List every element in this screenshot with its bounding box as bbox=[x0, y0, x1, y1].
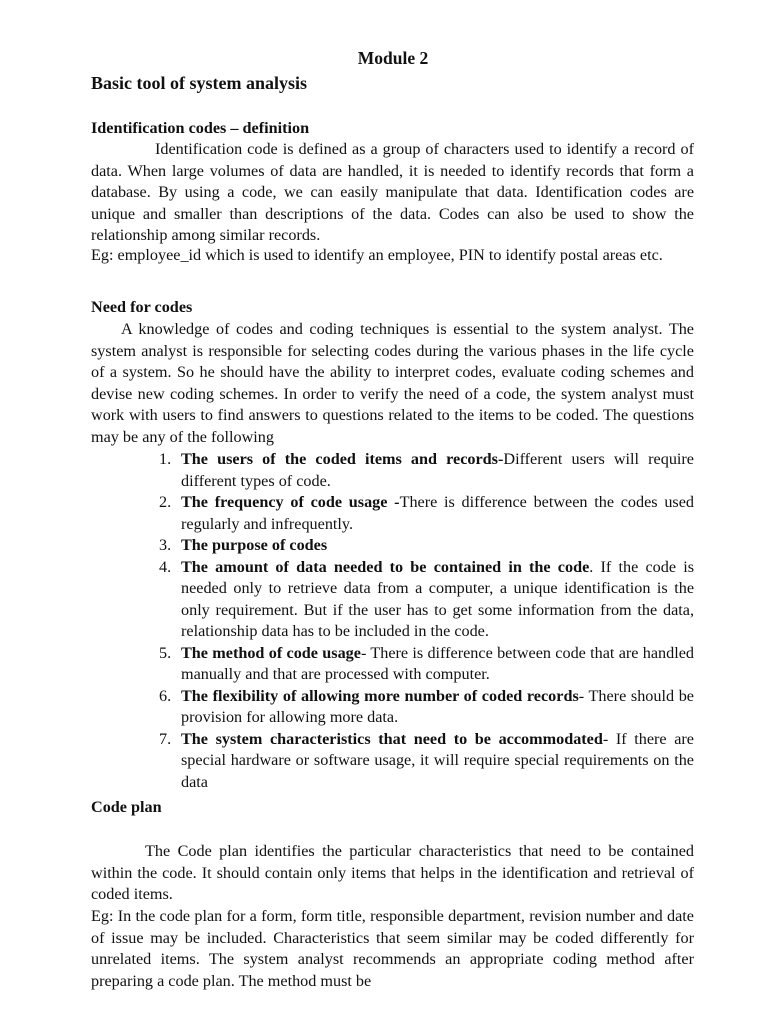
list-item bbox=[155, 449, 694, 492]
paragraph-code-plan-example: Eg: In the code plan for a form, form title, responsible department, revision number and date of issue may be included. Characteristics that seem similar may be coded differently for unrelated items. The system analyst recommends an appropriate coding method after preparing a code plan. The method must be bbox=[91, 907, 694, 990]
module-title: Module 2 bbox=[357, 48, 429, 68]
list-number: 4. bbox=[159, 557, 172, 576]
paragraph-identification-example: Eg: employee_id which is used to identify an employee, PIN to identify postal areas etc. bbox=[91, 246, 663, 264]
heading-code-plan: Code plan bbox=[91, 798, 162, 816]
heading-need-for-codes: Need for codes bbox=[91, 298, 193, 316]
list-number: 3. bbox=[159, 536, 172, 554]
paragraph-need-for-codes: A knowledge of codes and coding techniques is essential to the system analyst. The system analyst is responsible for selecting codes during the various phases in the life cycle of a system. So he should have the ability to interpret codes, evaluate coding schemes and devise new coding schemes. In order to verify the need of a code, the system analyst must work with users to find answers to questions related to the items to be coded. The questions may be any of the following bbox=[91, 320, 694, 446]
list-item-bold: The method of code usage bbox=[181, 643, 361, 662]
list-item bbox=[155, 535, 694, 557]
list-item-bold: The users of the coded items and records- bbox=[181, 450, 504, 468]
paragraph-code-plan: The Code plan identifies the particular characteristics that need to be contained within the code. It should contain only items that helps in the identification and retrieval of coded items. bbox=[91, 842, 694, 903]
list-number: 5. bbox=[159, 643, 172, 662]
list-item bbox=[155, 492, 694, 535]
list-item-bold: The purpose of codes bbox=[181, 536, 328, 554]
list-item-bold: The flexibility of allowing more number of coded records bbox=[181, 686, 579, 705]
list-number: 6. bbox=[159, 686, 172, 705]
list-number: 2. bbox=[159, 493, 172, 511]
paragraph-identification-definition: Identification code is defined as a group of characters used to identify a record of data. When large volumes of data are handled, it is needed to identify records that form a database. By using a code, we can easily manipulate that data. Identification codes are unique and smaller than descriptions of the data. Codes can also be used to show the relationship among similar records. bbox=[91, 140, 694, 244]
list-item-text: - There is difference between code that are handled manually and that are processed with computer. bbox=[181, 643, 694, 683]
heading-identification-codes: Identification codes – definition bbox=[91, 119, 310, 137]
list-item-text: - There should be provision for allowing more data. bbox=[181, 686, 694, 726]
list-number: 7. bbox=[159, 729, 172, 748]
page-title: Basic tool of system analysis bbox=[91, 73, 307, 93]
list-item-bold: The system characteristics that need to be accommodated bbox=[181, 729, 603, 748]
list-item-bold: The frequency of code usage - bbox=[181, 493, 400, 511]
list-item bbox=[155, 686, 694, 729]
list-item bbox=[155, 729, 694, 794]
list-item-text: Different users will require different types of code. bbox=[181, 450, 694, 490]
list-item-text: . If the code is needed only to retrieve data from a computer, a unique identification is the only requirement. But if the user has to get some information from the data, relationship data has to be included in the code. bbox=[181, 557, 694, 640]
list-item bbox=[155, 643, 694, 686]
questions-list bbox=[155, 449, 694, 793]
list-item-text: There is difference between the codes used regularly and infrequently. bbox=[181, 493, 694, 533]
list-number: 1. bbox=[159, 450, 172, 468]
list-item-bold: The amount of data needed to be contained in the code bbox=[181, 557, 590, 576]
list-item-text: - If there are special hardware or software usage, it will require special requirements on the data bbox=[181, 729, 694, 791]
list-item bbox=[155, 557, 694, 643]
